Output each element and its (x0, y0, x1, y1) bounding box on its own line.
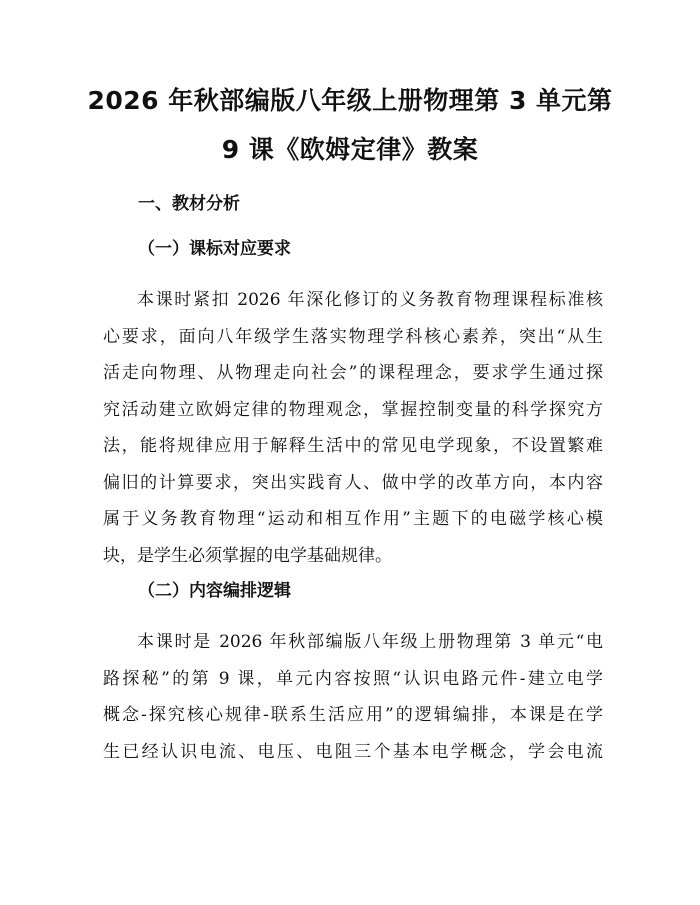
paragraph-line: 块，是学生必须掌握的电学基础规律。 (103, 545, 392, 566)
section-heading-textbook-analysis: 一、教材分析 (138, 194, 240, 214)
paragraph-line: 本课时紧扣 2026 年深化修订的义务教育物理课程标准核 (137, 290, 603, 310)
paragraph-line: 路探秘”的第 9 课，单元内容按照“认识电路元件-建立电学 (103, 668, 603, 689)
document-title-line-2: 9 课《欧姆定律》教案 (221, 135, 479, 164)
paragraph-line: 偏旧的计算要求，突出实践育人、做中学的改革方向，本内容 (103, 472, 603, 493)
subsection-heading-curriculum-requirements: （一）课标对应要求 (138, 239, 291, 259)
paragraph-line: 究活动建立欧姆定律的物理观念，掌握控制变量的科学探究方 (103, 399, 603, 420)
paragraph-line: 法，能将规律应用于解释生活中的常见电学现象，不设置繁难 (103, 436, 603, 456)
document-title-line-1: 2026 年秋部编版八年级上册物理第 3 单元第 (87, 86, 613, 115)
paragraph-line: 活走向物理、从物理走向社会”的课程理念，要求学生通过探 (103, 363, 603, 383)
paragraph-line: 生已经认识电流、电压、电阻三个基本电学概念，学会电流 (103, 741, 603, 762)
paragraph-content-logic (103, 624, 603, 770)
paragraph-line: 心要求，面向八年级学生落实物理学科核心素养，突出“从生 (103, 326, 603, 347)
paragraph-line: 本课时是 2026 年秋部编版八年级上册物理第 3 单元“电 (137, 632, 603, 652)
subsection-heading-content-logic: （二）内容编排逻辑 (138, 581, 291, 601)
paragraph-line: 概念-探究核心规律-联系生活应用”的逻辑编排，本课是在学 (103, 705, 603, 725)
paragraph-line: 属于义务教育物理“运动和相互作用”主题下的电磁学核心模 (103, 509, 603, 529)
paragraph-curriculum-requirements (103, 282, 603, 574)
